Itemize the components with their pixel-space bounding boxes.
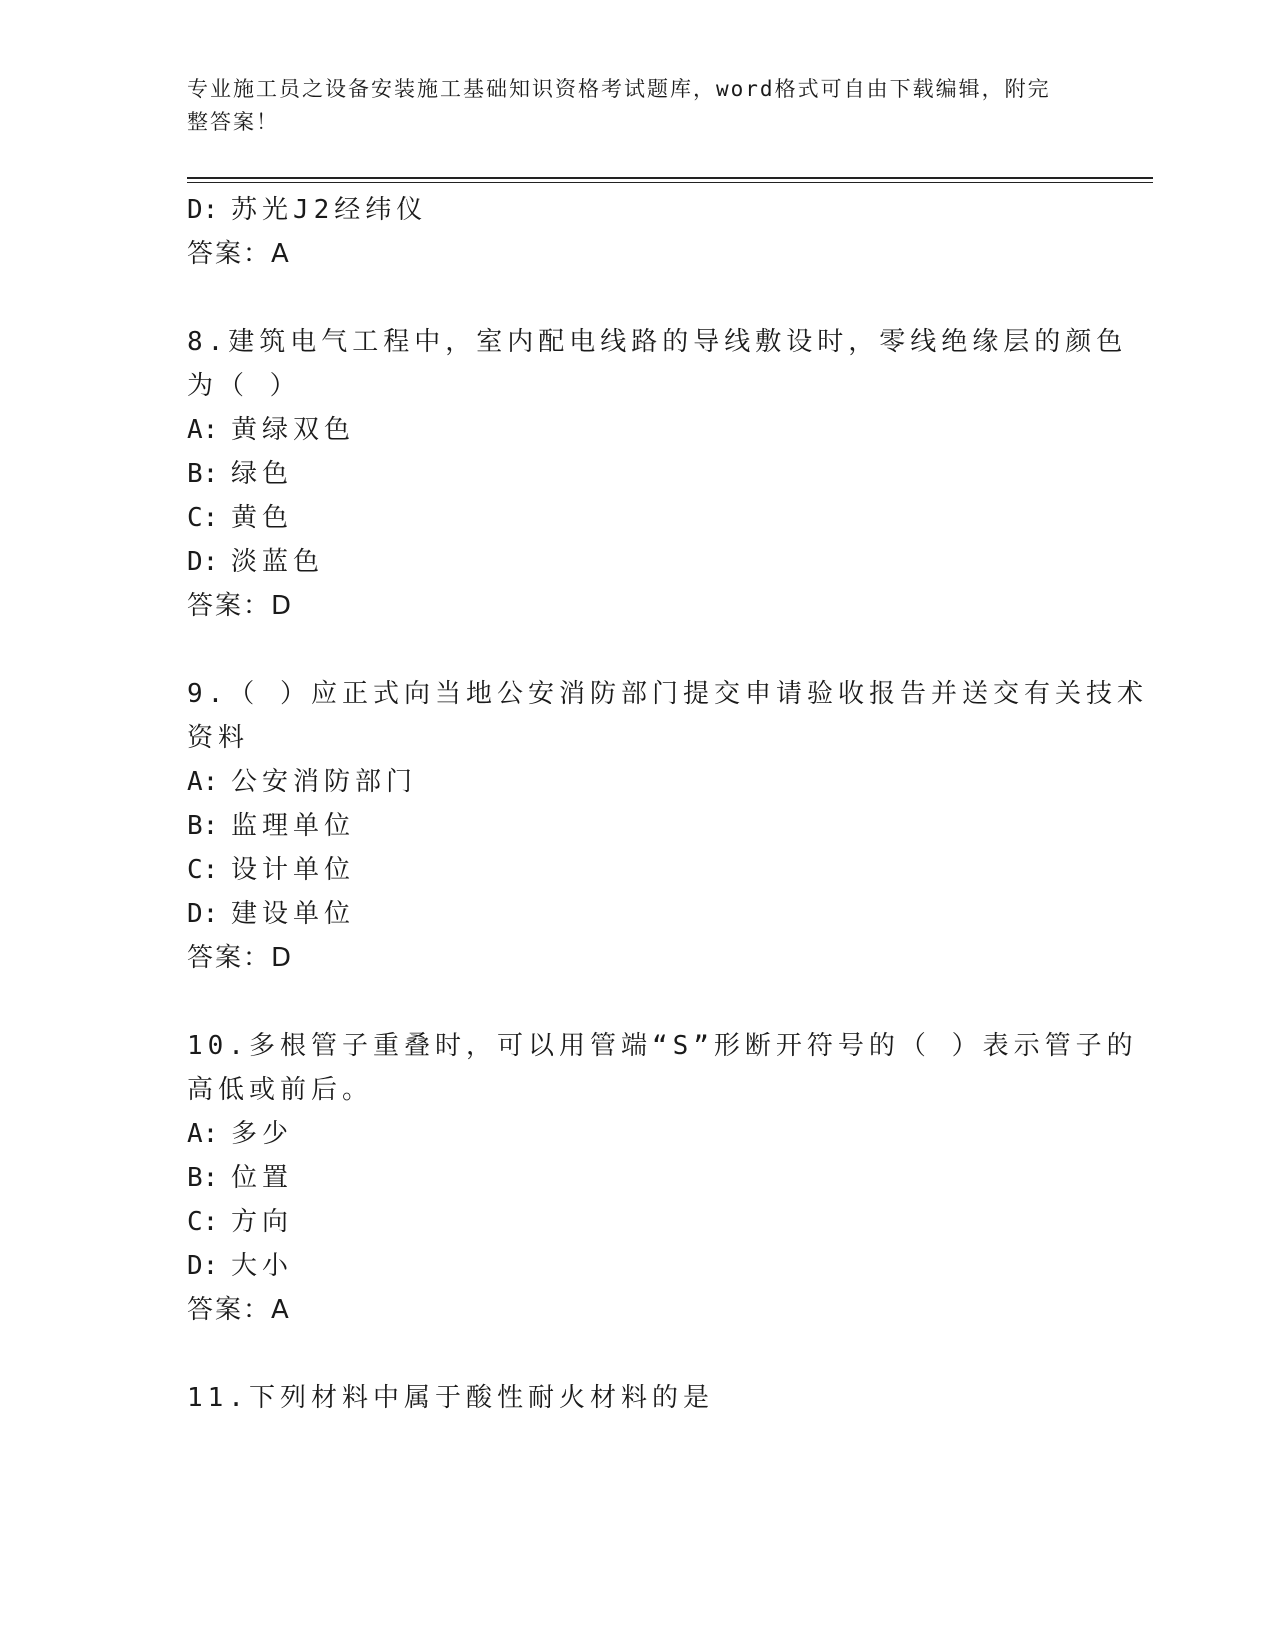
option-text: 黄色 [231, 503, 294, 533]
option-letter: C: [187, 855, 219, 885]
question-8-option-b [187, 456, 293, 492]
option-letter: D: [187, 1251, 219, 1281]
question-11-stem-line-1: 11.下列材料中属于酸性耐火材料的是 [187, 1383, 714, 1413]
question-9-answer: 答案：D [187, 943, 294, 973]
option-text: 绿色 [231, 459, 294, 489]
option-text: 黄绿双色 [231, 415, 356, 445]
option-text: 大小 [231, 1251, 294, 1281]
option-d [187, 192, 427, 228]
option-text: 多少 [231, 1119, 294, 1149]
option-letter: A: [187, 1119, 219, 1149]
option-text: 公安消防部门 [231, 767, 418, 797]
header-divider-thick [187, 177, 1153, 179]
question-8-stem-line-2: 为（ ） [187, 371, 301, 401]
option-letter: A: [187, 415, 219, 445]
answer-line: 答案：A [187, 239, 291, 269]
option-text: 苏光J2经纬仪 [231, 195, 428, 225]
option-text: 监理单位 [231, 811, 356, 841]
question-10-option-a [187, 1116, 293, 1152]
question-9-stem-line-1: 9.（ ）应正式向当地公安消防部门提交申请验收报告并送交有关技术 [187, 679, 1148, 709]
document-header: 专业施工员之设备安装施工基础知识资格考试题库，word格式可自由下载编辑，附完整答案！ [187, 77, 1051, 134]
question-8-option-d [187, 544, 324, 580]
question-10-option-b [187, 1160, 293, 1196]
question-8-answer: 答案：D [187, 591, 294, 621]
question-8-stem-line-1: 8.建筑电气工程中，室内配电线路的导线敷设时，零线绝缘层的颜色 [187, 327, 1128, 357]
question-10-option-d [187, 1248, 293, 1284]
option-letter: B: [187, 1163, 219, 1193]
option-letter: D: [187, 547, 219, 577]
question-10-answer: 答案：A [187, 1295, 291, 1325]
question-9-option-b [187, 808, 355, 844]
option-text: 方向 [231, 1207, 294, 1237]
question-9-option-c [187, 852, 355, 888]
option-text: 设计单位 [231, 855, 356, 885]
option-letter: B: [187, 459, 219, 489]
option-letter: C: [187, 1207, 219, 1237]
question-9-option-d [187, 896, 355, 932]
question-10-stem-line-1: 10.多根管子重叠时，可以用管端“S”形断开符号的（ ）表示管子的 [187, 1031, 1138, 1061]
header-divider-thin [187, 182, 1153, 183]
question-10-option-c [187, 1204, 293, 1240]
question-9-option-a [187, 764, 417, 800]
question-9-stem-line-2: 资料 [187, 723, 250, 753]
option-text: 建设单位 [231, 899, 356, 929]
option-letter: D: [187, 195, 219, 225]
option-letter: D: [187, 899, 219, 929]
question-8-option-a [187, 412, 355, 448]
question-8-option-c [187, 500, 293, 536]
option-letter: B: [187, 811, 219, 841]
question-10-stem-line-2: 高低或前后。 [187, 1075, 374, 1105]
option-letter: A: [187, 767, 219, 797]
option-text: 淡蓝色 [231, 547, 325, 577]
option-text: 位置 [231, 1163, 294, 1193]
option-letter: C: [187, 503, 219, 533]
